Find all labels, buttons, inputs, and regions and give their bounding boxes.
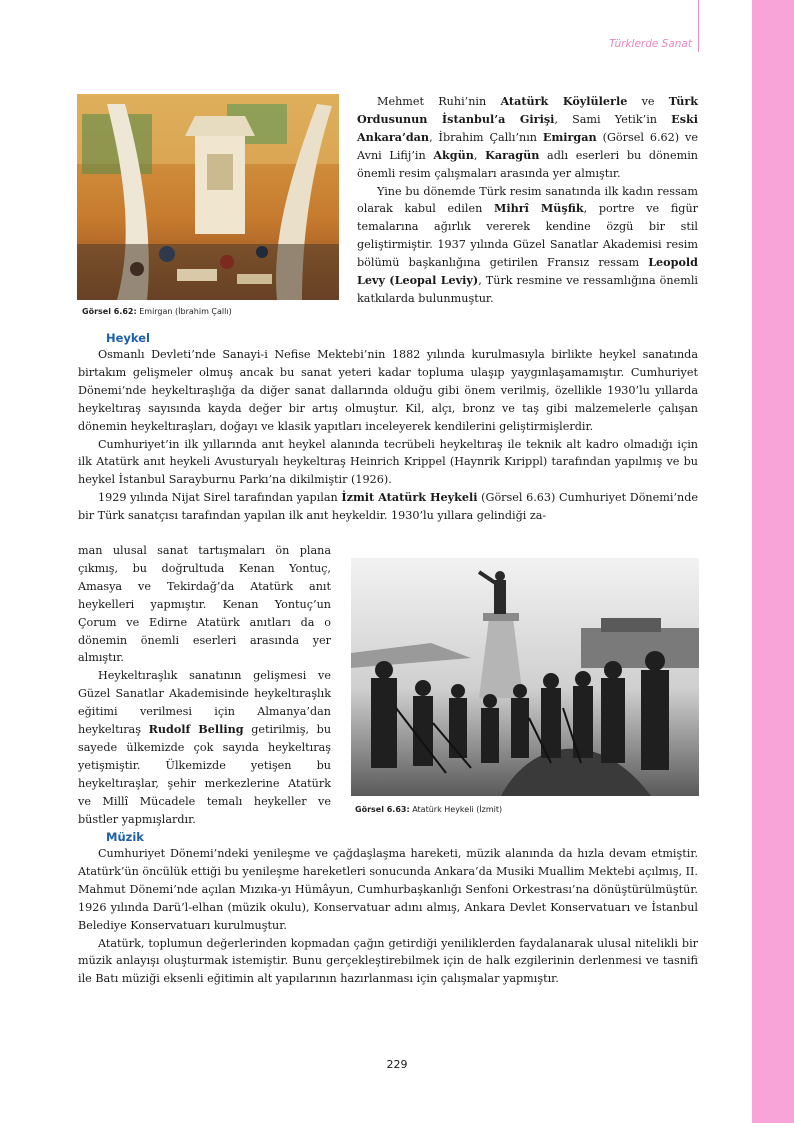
section-heading-heykel: Heykel [106,331,151,345]
text-run: , Sami Yetik’in [554,112,672,126]
text-run: (Görsel 6.63) Cumhuriyet Dönemi’nde bir Türk sanatçısı tarafından yapılan ilk anıt heykeldir. 1930’lu yıllara gelindiği za- [78,491,698,523]
emirgan-painting-image [77,94,339,300]
header-rule [698,0,699,52]
bold-term: Karagün [485,147,540,162]
text-run: , Türk resmine ve ressamlığına önemli katkılarda bulunmuştur. [357,274,698,305]
izmit-statue-photo [351,558,699,796]
text-run: Heykeltıraşlık sanatının gelişmesi ve Güzel Sanatlar Akademisinde heykeltıraşlık eğitimi verilmesi için Almanya’dan heykeltıraş [78,669,331,737]
text-run: 1929 yılında Nijat Sirel tarafından yapılan [98,491,342,505]
running-header: Türklerde Sanat [609,38,692,50]
bold-term: Rudolf Belling [148,722,244,737]
text-run: (Görsel 6.62) ve Avni Lifij’in [357,130,698,162]
muzik-paragraph-2 [78,935,698,989]
bold-term: Mihrî Müşfik [493,201,584,216]
text-run: Mehmet Ruhi’nin [377,95,501,108]
text-run: Cumhuriyet Dönemi’ndeki yenileşme ve çağdaşlaşma hareketi, müzik alanında da hızla devam etmiştir. Atatürk’ün öncülük ettiği bu yenileşme hareketleri sonucunda Ankara’da Musiki Muallim Mektebi açılmış, II. Mahmut Dönemi’nde açılan Mızıka-yı Hümâyun, Cumhurbaşkanlığı Senfoni Orkestrası’na dönüştürülmüştür. 1926 yılında Darü’l-elhan (müzik okulu), Konservatuar adını almış, Ankara Devlet Konservatuarı ve İstanbul Belediye Konservatuarı kurulmuştur. [78,847,698,932]
figure-caption-6-63 [355,805,502,814]
text-run: , [473,148,486,162]
heykel-text [78,346,698,525]
heykel-paragraph-1 [78,346,698,436]
figure-caption-text: Atatürk Heykeli (İzmit) [409,805,503,814]
heykel-text-narrow [78,542,331,829]
bold-term: Atatürk Köylülerle [500,94,628,108]
figure-caption-text: Emirgan (İbrahim Çallı) [136,307,232,316]
bold-term: İzmit Atatürk Heykeli [341,490,478,505]
text-run: , İbrahim Çallı’nın [429,130,543,144]
text-run: man ulusal sanat tartışmaları ön plana çıkmış, bu doğrultuda Kenan Yontuç, Amasya ve Tekirdağ’da Atatürk anıt heykelleri yapmıştır. Kenan Yontuç’un Çorum ve Edirne Atatürk anıtları da o dönemin önemli eserleri arasında yer almıştır. [78,544,331,665]
text-run: Atatürk, toplumun değerlerinden kopmadan çağın getirdiği yeniliklerden faydalanarak ulusal nitelikli bir müzik anlayışı oluşturmak istemiştir. Bunu gerçekleştirebilmek için de halk ezgilerinin derlenmesi ve tasnifi ile Batı müziği eksenli eğitimin alt yapılarının hazırlanması için çalışmalar yapmıştır. [78,936,698,986]
section-heading-muzik: Müzik [106,830,144,844]
text-run: , portre ve figür temalarına ağırlık vererek kendine özgü bir stil geliştirmiştir. 1937 yılında Güzel Sanatlar Akademisi resim bölümü başkanlığına getirilen Fransız ressam [357,202,698,270]
heykel-paragraph-3 [78,489,698,525]
bold-term: Türk Ordusunun İstanbul’a Girişi [357,94,698,126]
text-run: Yine bu dönemde Türk resim sanatında ilk kadın ressam olarak kabul edilen [357,184,698,216]
bold-term: Akgün [433,147,474,162]
heykel-paragraph-4 [78,667,331,828]
intro-paragraph-1 [357,93,698,183]
figure-label: Görsel 6.63: [355,805,410,814]
text-run: adlı eserleri bu dönemin önemli resim çalışmaları arasında yer almıştır. [357,148,698,180]
intro-text [357,93,698,308]
bold-term: Leopold Levy (Leopal Leviy) [357,255,698,288]
heykel-paragraph-2 [78,436,698,490]
page-number: 229 [386,1058,408,1071]
intro-paragraph-2 [357,183,698,308]
page-edge-band [752,0,794,1123]
text-run: Cumhuriyet’in ilk yıllarında anıt heykel alanında tecrübeli heykeltıraş ile teknik alt kadro olmadığı için ilk Atatürk anıt heykeli Avusturyalı heykeltıraş Heinrich Krippel (Haynrik Kırippl) tarafından yapılmış ve bu heykel İstanbul Sarayburnu Parkı’na dikilmiştir (1926). [78,437,698,487]
bold-term: Eski Ankara’dan [357,111,698,144]
heykel-paragraph-3-cont [78,542,331,667]
bold-term: Emirgan [542,129,597,144]
text-run: ve [627,95,669,108]
muzik-text [78,845,698,988]
text-run: getirilmiş, bu sayede ülkemizde çok sayıda heykeltıraş yetişmiştir. Ülkemizde yetişen bu heykeltıraşlar, şehir merkezlerine Atatürk ve Millî Mücadele temalı heykeller ve büstler yapmışlardır. [78,723,332,826]
figure-caption-6-62 [82,307,232,316]
text-run: Osmanlı Devleti’nde Sanayi-i Nefise Mektebi’nin 1882 yılında kurulmasıyla birlikte heykel sanatında birtakım gelişmeler olmuş ancak bu sanat yeteri kadar topluma ulaşıp yaygınlaşamamıştır. Cumhuriyet Dönemi’nde heykeltıraşlığa da diğer sanat dallarında olduğu gibi önem verilmiş, özellikle 1930’lu yıllarda heykeltıraş sayısında kayda değer bir artış olmuştur. Kil, alçı, bronz ve taş gibi malzemelerle çalışan dönemin heykeltıraşları, doğayı ve klasik yapıtları inceleyerek kendilerini geliştirmişlerdir. [78,348,698,433]
figure-label: Görsel 6.62: [82,307,137,316]
muzik-paragraph-1 [78,845,698,935]
